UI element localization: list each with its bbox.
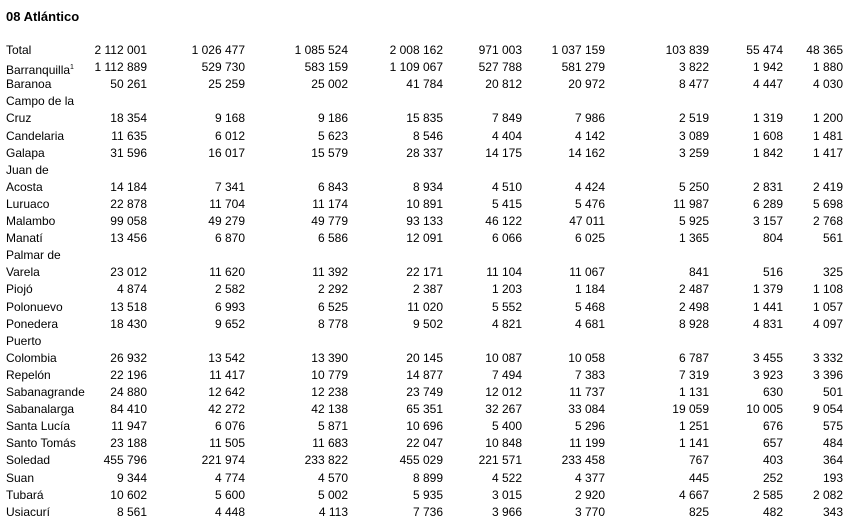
value-cell: 7 849 [491, 111, 522, 126]
value-cell: 3 455 [752, 350, 783, 365]
municipality-name: Sabanagrande [6, 385, 85, 399]
value-cell: 11 704 [209, 196, 245, 211]
value-cell: 32 267 [485, 402, 522, 417]
value-cell: 49 779 [311, 214, 348, 228]
value-cell: 3 396 [812, 367, 843, 382]
value-cell: 767 [688, 453, 709, 468]
value-cell: 28 337 [406, 145, 443, 160]
value-cell: 5 623 [317, 128, 348, 143]
value-cell: 6 586 [317, 231, 348, 246]
value-cell: 1 200 [812, 111, 843, 126]
value-cell: 7 736 [412, 504, 443, 519]
municipality-name: Candelaria [6, 128, 65, 143]
value-cell: 516 [762, 265, 783, 280]
value-cell: 7 494 [491, 367, 522, 382]
value-cell: 7 383 [574, 367, 605, 382]
value-cell: 2 920 [574, 487, 605, 502]
value-cell: 15 579 [311, 145, 348, 160]
table-row [0, 435, 851, 452]
value-cell: 3 923 [752, 367, 783, 382]
value-cell: 4 142 [574, 128, 605, 143]
table-row [0, 487, 851, 504]
value-cell: 4 510 [491, 179, 522, 194]
municipality-name: Colombia [6, 350, 57, 365]
value-cell: 529 730 [201, 60, 245, 75]
value-cell: 55 474 [746, 43, 783, 57]
value-cell: 19 059 [672, 402, 709, 417]
value-cell: 2 082 [812, 487, 843, 502]
value-cell: 2 008 162 [389, 43, 443, 57]
value-cell: 26 932 [110, 350, 147, 365]
value-cell: 11 987 [673, 196, 709, 211]
value-cell: 1 842 [752, 145, 783, 160]
value-cell: 2 498 [678, 299, 709, 314]
value-cell: 10 891 [406, 196, 443, 211]
value-cell: 15 835 [406, 111, 443, 126]
value-cell: 25 259 [208, 77, 245, 92]
value-cell: 103 839 [665, 43, 709, 57]
value-cell: 31 596 [110, 145, 147, 160]
page-title: 08 Atlántico [6, 9, 80, 24]
table-row [0, 162, 851, 179]
value-cell: 12 642 [208, 385, 245, 399]
value-cell: 4 667 [678, 487, 709, 502]
value-cell: 1 319 [752, 111, 783, 126]
municipality-name: Ponedera [6, 316, 59, 331]
value-cell: 482 [762, 504, 783, 519]
value-cell: 583 159 [304, 60, 348, 75]
table-row [0, 350, 851, 367]
value-cell: 2 292 [317, 282, 348, 297]
value-cell: 23 749 [406, 385, 443, 399]
value-cell: 6 525 [317, 299, 348, 314]
value-cell: 11 174 [312, 196, 348, 211]
table-row [0, 316, 851, 333]
value-cell: 804 [762, 231, 783, 246]
value-cell: 3 015 [491, 487, 522, 502]
value-cell: 20 812 [485, 77, 522, 92]
value-cell: 22 878 [110, 196, 147, 211]
value-cell: 10 848 [485, 436, 522, 451]
municipality-name: Santo Tomás [6, 436, 76, 451]
value-cell: 4 821 [491, 316, 522, 331]
value-cell: 364 [822, 453, 843, 468]
value-cell: 6 993 [214, 299, 245, 314]
value-cell: 16 017 [208, 145, 245, 160]
municipality-name: Santa Lucía [6, 419, 71, 434]
value-cell: 1 203 [491, 282, 522, 297]
municipality-name: Tubará [6, 487, 44, 502]
value-cell: 1 057 [812, 299, 843, 314]
value-cell: 2 831 [752, 179, 783, 194]
value-cell: 2 768 [812, 214, 843, 228]
value-cell: 10 696 [406, 419, 443, 434]
value-cell: 1 085 524 [294, 43, 348, 57]
table-row [0, 42, 851, 59]
value-cell: 20 145 [406, 350, 443, 365]
value-cell: 4 113 [318, 504, 348, 519]
value-cell: 11 683 [312, 436, 348, 451]
value-cell: 10 087 [485, 350, 522, 365]
table-row [0, 384, 851, 401]
value-cell: 22 171 [406, 265, 443, 280]
value-cell: 50 261 [110, 77, 147, 92]
value-cell: 4 681 [574, 316, 605, 331]
value-cell: 5 468 [574, 299, 605, 314]
municipality-name: Luruaco [6, 196, 50, 211]
value-cell: 41 784 [406, 77, 443, 92]
value-cell: 33 084 [568, 402, 605, 417]
value-cell: 10 005 [746, 402, 783, 417]
value-cell: 2 419 [812, 179, 843, 194]
value-cell: 221 974 [201, 453, 245, 468]
municipality-name: Sabanalarga [6, 402, 75, 417]
value-cell: 4 774 [214, 470, 245, 485]
municipality-name: Soledad [6, 453, 51, 468]
value-cell: 13 456 [110, 231, 147, 246]
value-cell: 5 552 [491, 299, 522, 314]
value-cell: 18 430 [110, 316, 147, 331]
value-cell: 4 377 [574, 470, 605, 485]
value-cell: 1 379 [752, 282, 783, 297]
value-cell: 65 351 [406, 402, 443, 417]
table-row [0, 281, 851, 298]
value-cell: 971 003 [478, 43, 522, 57]
value-cell: 6 076 [214, 419, 245, 434]
value-cell: 5 002 [317, 487, 348, 502]
value-cell: 22 196 [110, 367, 147, 382]
value-cell: 2 585 [752, 487, 783, 502]
value-cell: 630 [762, 385, 783, 399]
table-row [0, 59, 851, 76]
value-cell: 9 186 [317, 111, 348, 126]
value-cell: 4 570 [317, 470, 348, 485]
value-cell: 25 002 [311, 77, 348, 92]
value-cell: 8 928 [678, 316, 709, 331]
value-cell: 42 138 [311, 402, 348, 417]
value-cell: 1 481 [812, 128, 843, 143]
table-row [0, 333, 851, 350]
value-cell: 11 199 [569, 436, 605, 451]
value-cell: 6 870 [214, 231, 245, 246]
municipality-name: Cruz [6, 111, 32, 126]
table-row [0, 76, 851, 93]
value-cell: 9 502 [412, 316, 443, 331]
value-cell: 445 [688, 470, 709, 485]
value-cell: 20 972 [568, 77, 605, 92]
municipality-name: Palmar de [6, 248, 61, 263]
table-row [0, 367, 851, 384]
value-cell: 4 424 [574, 179, 605, 194]
value-cell: 11 620 [209, 265, 245, 280]
value-cell: 5 935 [412, 487, 443, 502]
value-cell: 3 332 [812, 350, 843, 365]
value-cell: 221 571 [478, 453, 522, 468]
value-cell: 8 899 [412, 470, 443, 485]
value-cell: 1 880 [812, 60, 843, 75]
value-cell: 1 037 159 [551, 43, 605, 57]
municipality-name: Baranoa [6, 77, 52, 92]
value-cell: 1 365 [678, 231, 709, 246]
value-cell: 9 652 [214, 316, 245, 331]
table-row [0, 470, 851, 487]
value-cell: 501 [822, 385, 843, 399]
value-cell: 4 030 [812, 77, 843, 92]
municipality-name: Manatí [6, 231, 43, 246]
value-cell: 6 012 [214, 128, 245, 143]
value-cell: 1 141 [678, 436, 709, 451]
municipality-name: Campo de la [6, 94, 75, 109]
table-row [0, 93, 851, 110]
value-cell: 13 542 [208, 350, 245, 365]
table-row [0, 230, 851, 247]
value-cell: 252 [762, 470, 783, 485]
table-row [0, 264, 851, 281]
value-cell: 5 476 [574, 196, 605, 211]
value-cell: 403 [762, 453, 783, 468]
value-cell: 13 518 [110, 299, 147, 314]
value-cell: 11 417 [209, 367, 245, 382]
value-cell: 6 025 [574, 231, 605, 246]
value-cell: 455 029 [399, 453, 443, 468]
value-cell: 46 122 [485, 214, 522, 228]
value-cell: 455 796 [103, 453, 147, 468]
value-cell: 581 279 [561, 60, 605, 75]
value-cell: 1 109 067 [389, 60, 443, 75]
value-cell: 11 104 [486, 265, 522, 280]
value-cell: 12 238 [311, 385, 348, 399]
value-cell: 7 341 [214, 179, 245, 194]
table-row [0, 401, 851, 418]
municipality-name: Galapa [6, 145, 45, 160]
value-cell: 2 387 [412, 282, 443, 297]
value-cell: 11 947 [111, 419, 147, 434]
value-cell: 14 162 [568, 145, 605, 160]
value-cell: 18 354 [110, 111, 147, 126]
value-cell: 23 012 [110, 265, 147, 280]
municipality-name: Barranquilla$^1$ [6, 63, 74, 78]
value-cell: 4 448 [214, 504, 245, 519]
value-cell: 12 012 [485, 385, 522, 399]
value-cell: 3 822 [678, 60, 709, 75]
value-cell: 4 874 [116, 282, 147, 297]
value-cell: 2 112 001 [94, 43, 147, 57]
table-row [0, 213, 851, 230]
value-cell: 3 966 [491, 504, 522, 519]
table-row [0, 418, 851, 435]
value-cell: 6 066 [491, 231, 522, 246]
value-cell: 1 112 889 [94, 60, 147, 75]
municipality-name: Total [6, 43, 32, 57]
value-cell: 841 [688, 265, 709, 280]
value-cell: 3 157 [752, 214, 783, 228]
value-cell: 4 522 [491, 470, 522, 485]
value-cell: 561 [822, 231, 843, 246]
value-cell: 5 250 [678, 179, 709, 194]
value-cell: 84 410 [110, 402, 147, 417]
value-cell: 8 778 [317, 316, 348, 331]
value-cell: 10 779 [311, 367, 348, 382]
value-cell: 1 251 [678, 419, 709, 434]
value-cell: 3 259 [678, 145, 709, 160]
value-cell: 8 477 [678, 77, 709, 92]
value-cell: 233 458 [561, 453, 605, 468]
value-cell: 24 880 [110, 385, 147, 399]
value-cell: 1 026 477 [191, 43, 245, 57]
value-cell: 575 [822, 419, 843, 434]
value-cell: 676 [762, 419, 783, 434]
value-cell: 2 487 [678, 282, 709, 297]
value-cell: 14 184 [110, 179, 147, 194]
value-cell: 6 843 [317, 179, 348, 194]
value-cell: 5 925 [678, 214, 709, 228]
value-cell: 5 871 [317, 419, 348, 434]
value-cell: 4 447 [752, 77, 783, 92]
value-cell: 11 020 [407, 299, 443, 314]
municipality-name: Polonuevo [6, 299, 63, 314]
municipality-name: Acosta [6, 179, 43, 194]
value-cell: 8 561 [116, 504, 147, 519]
table-row [0, 299, 851, 316]
value-cell: 23 188 [110, 436, 147, 451]
table-row [0, 196, 851, 213]
value-cell: 1 942 [752, 60, 783, 75]
value-cell: 14 877 [406, 367, 443, 382]
value-cell: 10 058 [568, 350, 605, 365]
table-row [0, 110, 851, 127]
value-cell: 825 [688, 504, 709, 519]
value-cell: 7 319 [678, 367, 709, 382]
value-cell: 11 737 [569, 385, 605, 399]
value-cell: 9 054 [812, 402, 843, 417]
value-cell: 4 404 [491, 128, 522, 143]
value-cell: 1 184 [574, 282, 605, 297]
value-cell: 657 [762, 436, 783, 451]
value-cell: 5 698 [812, 196, 843, 211]
table-row [0, 179, 851, 196]
value-cell: 2 582 [214, 282, 245, 297]
value-cell: 6 787 [678, 350, 709, 365]
municipality-name: Puerto [6, 333, 42, 348]
value-cell: 4 831 [752, 316, 783, 331]
value-cell: 193 [822, 470, 843, 485]
municipality-name: Usiacurí [6, 504, 51, 519]
value-cell: 343 [822, 504, 843, 519]
value-cell: 49 279 [208, 214, 245, 228]
value-cell: 11 392 [312, 265, 348, 280]
municipality-name: Malambo [6, 214, 56, 228]
value-cell: 1 417 [812, 145, 843, 160]
value-cell: 42 272 [208, 402, 245, 417]
value-cell: 7 986 [574, 111, 605, 126]
value-cell: 14 175 [485, 145, 522, 160]
municipality-name: Varela [6, 265, 40, 280]
value-cell: 527 788 [478, 60, 522, 75]
value-cell: 8 934 [412, 179, 443, 194]
value-cell: 11 635 [111, 128, 147, 143]
value-cell: 11 505 [209, 436, 245, 451]
value-cell: 484 [822, 436, 843, 451]
value-cell: 1 441 [752, 299, 783, 314]
value-cell: 22 047 [406, 436, 443, 451]
value-cell: 325 [822, 265, 843, 280]
footnote-marker: 1 [70, 64, 74, 72]
value-cell: 4 097 [812, 316, 843, 331]
table-row [0, 452, 851, 469]
value-cell: 13 390 [311, 350, 348, 365]
value-cell: 1 131 [678, 385, 709, 399]
table-row [0, 247, 851, 264]
municipality-name: Suan [6, 470, 35, 485]
value-cell: 9 168 [214, 111, 245, 126]
value-cell: 2 519 [678, 111, 709, 126]
value-cell: 5 415 [491, 196, 522, 211]
value-cell: 48 365 [806, 43, 843, 57]
value-cell: 1 108 [812, 282, 843, 297]
value-cell: 10 602 [110, 487, 147, 502]
value-cell: 5 400 [491, 419, 522, 434]
municipality-name: Repelón [6, 367, 51, 382]
table-row [0, 128, 851, 145]
municipality-name: Piojó [6, 282, 33, 297]
value-cell: 5 296 [574, 419, 605, 434]
value-cell: 233 822 [304, 453, 348, 468]
table-row [0, 145, 851, 162]
value-cell: 3 089 [678, 128, 709, 143]
value-cell: 93 133 [406, 214, 443, 228]
value-cell: 8 546 [412, 128, 443, 143]
value-cell: 1 608 [752, 128, 783, 143]
value-cell: 99 058 [110, 214, 147, 228]
table-row [0, 504, 851, 521]
value-cell: 5 600 [214, 487, 245, 502]
value-cell: 3 770 [574, 504, 605, 519]
value-cell: 47 011 [569, 214, 605, 228]
value-cell: 6 289 [752, 196, 783, 211]
value-cell: 12 091 [406, 231, 443, 246]
value-cell: 9 344 [116, 470, 147, 485]
municipality-name: Juan de [6, 162, 49, 177]
value-cell: 11 067 [569, 265, 605, 280]
